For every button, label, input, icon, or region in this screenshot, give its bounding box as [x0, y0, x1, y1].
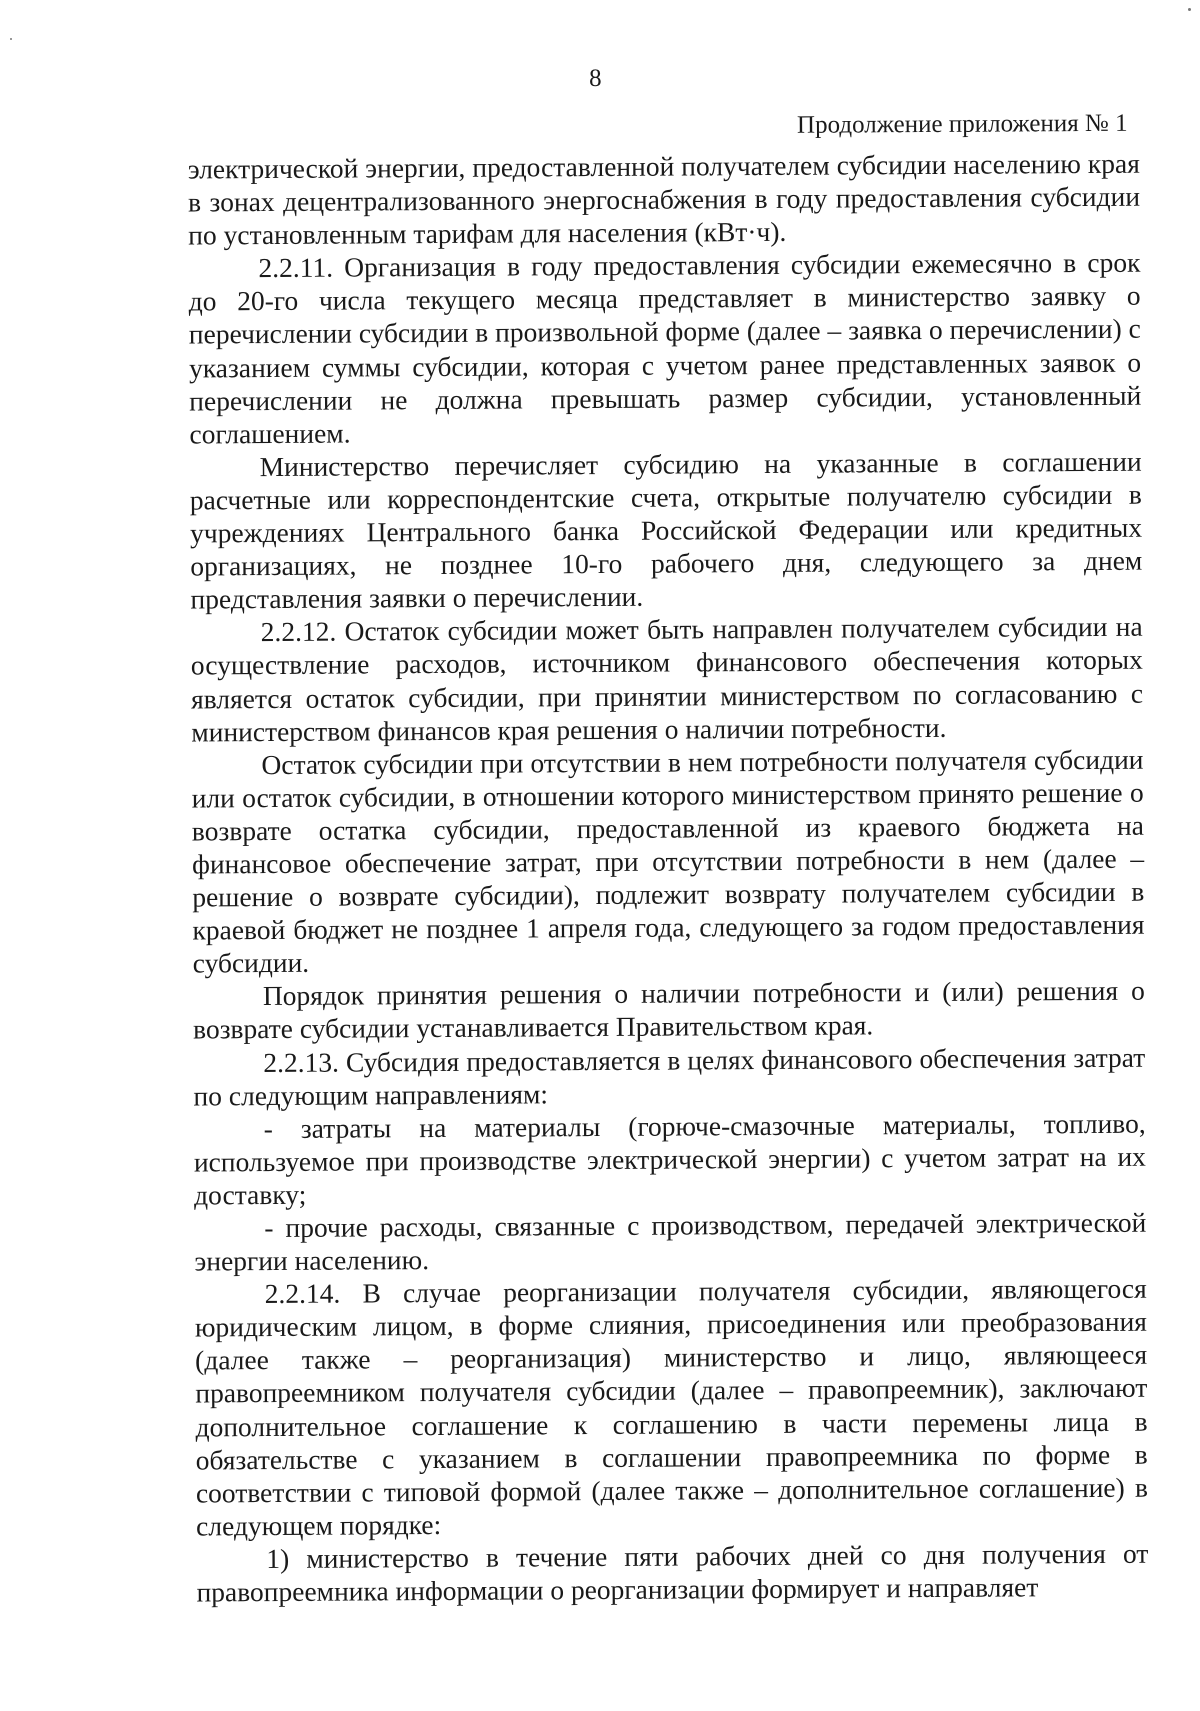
paragraph-2-2-12: 2.2.12. Остаток субсидии может быть направлен получателем субсидии на осуществление расходов, источником финансового обеспечения которых является остаток субсидии, при принятии министерством по согласованию с министерством финансов края решения о наличии потребности. — [190, 610, 1144, 748]
scan-speck — [1188, 8, 1191, 11]
appendix-continuation-header: Продолжение приложения № 1 — [796, 109, 1128, 139]
list-item-1: 1) министерство в течение пяти рабочих дней со дня получения от правопреемника информации о реорганизации формирует и направляет — [196, 1537, 1149, 1608]
list-item-other-expenses: - прочие расходы, связанные с производством, передачей электрической энергии населению. — [194, 1206, 1147, 1277]
page-number: 8 — [588, 64, 602, 93]
paragraph-remainder-return: Остаток субсидии при отсутствии в нем потребности получателя субсидии или остаток субсидии, в отношении которого министерством принято решение о возврате остатка субсидии, предоставленной из краевого бюджета на финансовое обеспечение затрат, при отсутствии потребности в нем (далее – решение о возврате субсидии), подлежит возврату получателем субсидии в краевой бюджет не позднее 1 апреля года, следующего за годом предоставления субсидии. — [191, 743, 1145, 979]
paragraph-continuation: электрической энергии, предоставленной получателем субсидии населению края в зонах децентрализованного энергоснабжения в году предоставления субсидии по установленным тарифам для населения (кВт·ч). — [187, 147, 1141, 251]
scan-speck — [10, 38, 12, 40]
document-body — [188, 147, 1149, 1609]
paragraph-2-2-14: 2.2.14. В случае реорганизации получателя субсидии, являющегося юридическим лицом, в форме слияния, присоединения или преобразования (далее также – реорганизация) министерство и лицо, являющееся правопреемником получателя субсидии (далее – правопреемник), заключают дополнительное соглашение к соглашению в части перемены лица в обязательстве с указанием в соглашении правопреемника по форме в соответствии с типовой формой (далее также – дополнительное соглашение) в следующем порядке: — [194, 1272, 1148, 1542]
paragraph-decision-procedure: Порядок принятия решения о наличии потребности и (или) решения о возврате субсидии устанавливается Правительством края. — [192, 975, 1145, 1045]
paragraph-2-2-11: 2.2.11. Организация в году предоставления субсидии ежемесячно в срок до 20-го числа текущего месяца представляет в министерство заявку о перечислении субсидии в произвольной форме (далее – заявка о перечислении) с указанием суммы субсидии, которая с учетом ранее представленных заявок о перечислении не должна превышать размер субсидии, установленный соглашением. — [188, 246, 1142, 450]
paragraph-2-2-13: 2.2.13. Субсидия предоставляется в целях финансового обеспечения затрат по следующим направлениям: — [193, 1041, 1146, 1112]
paragraph-transfer: Министерство перечисляет субсидию на указанные в соглашении расчетные или корреспондентские счета, открытые получателю субсидии в учреждениях Центрального банка Российской Федерации или кредитных организациях, не позднее 10-го рабочего дня, следующего за днем представления заявки о перечислении. — [189, 445, 1143, 615]
list-item-materials: - затраты на материалы (горюче-смазочные материалы, топливо, используемое при производстве электрической энергии) с учетом затрат на их доставку; — [193, 1107, 1146, 1211]
